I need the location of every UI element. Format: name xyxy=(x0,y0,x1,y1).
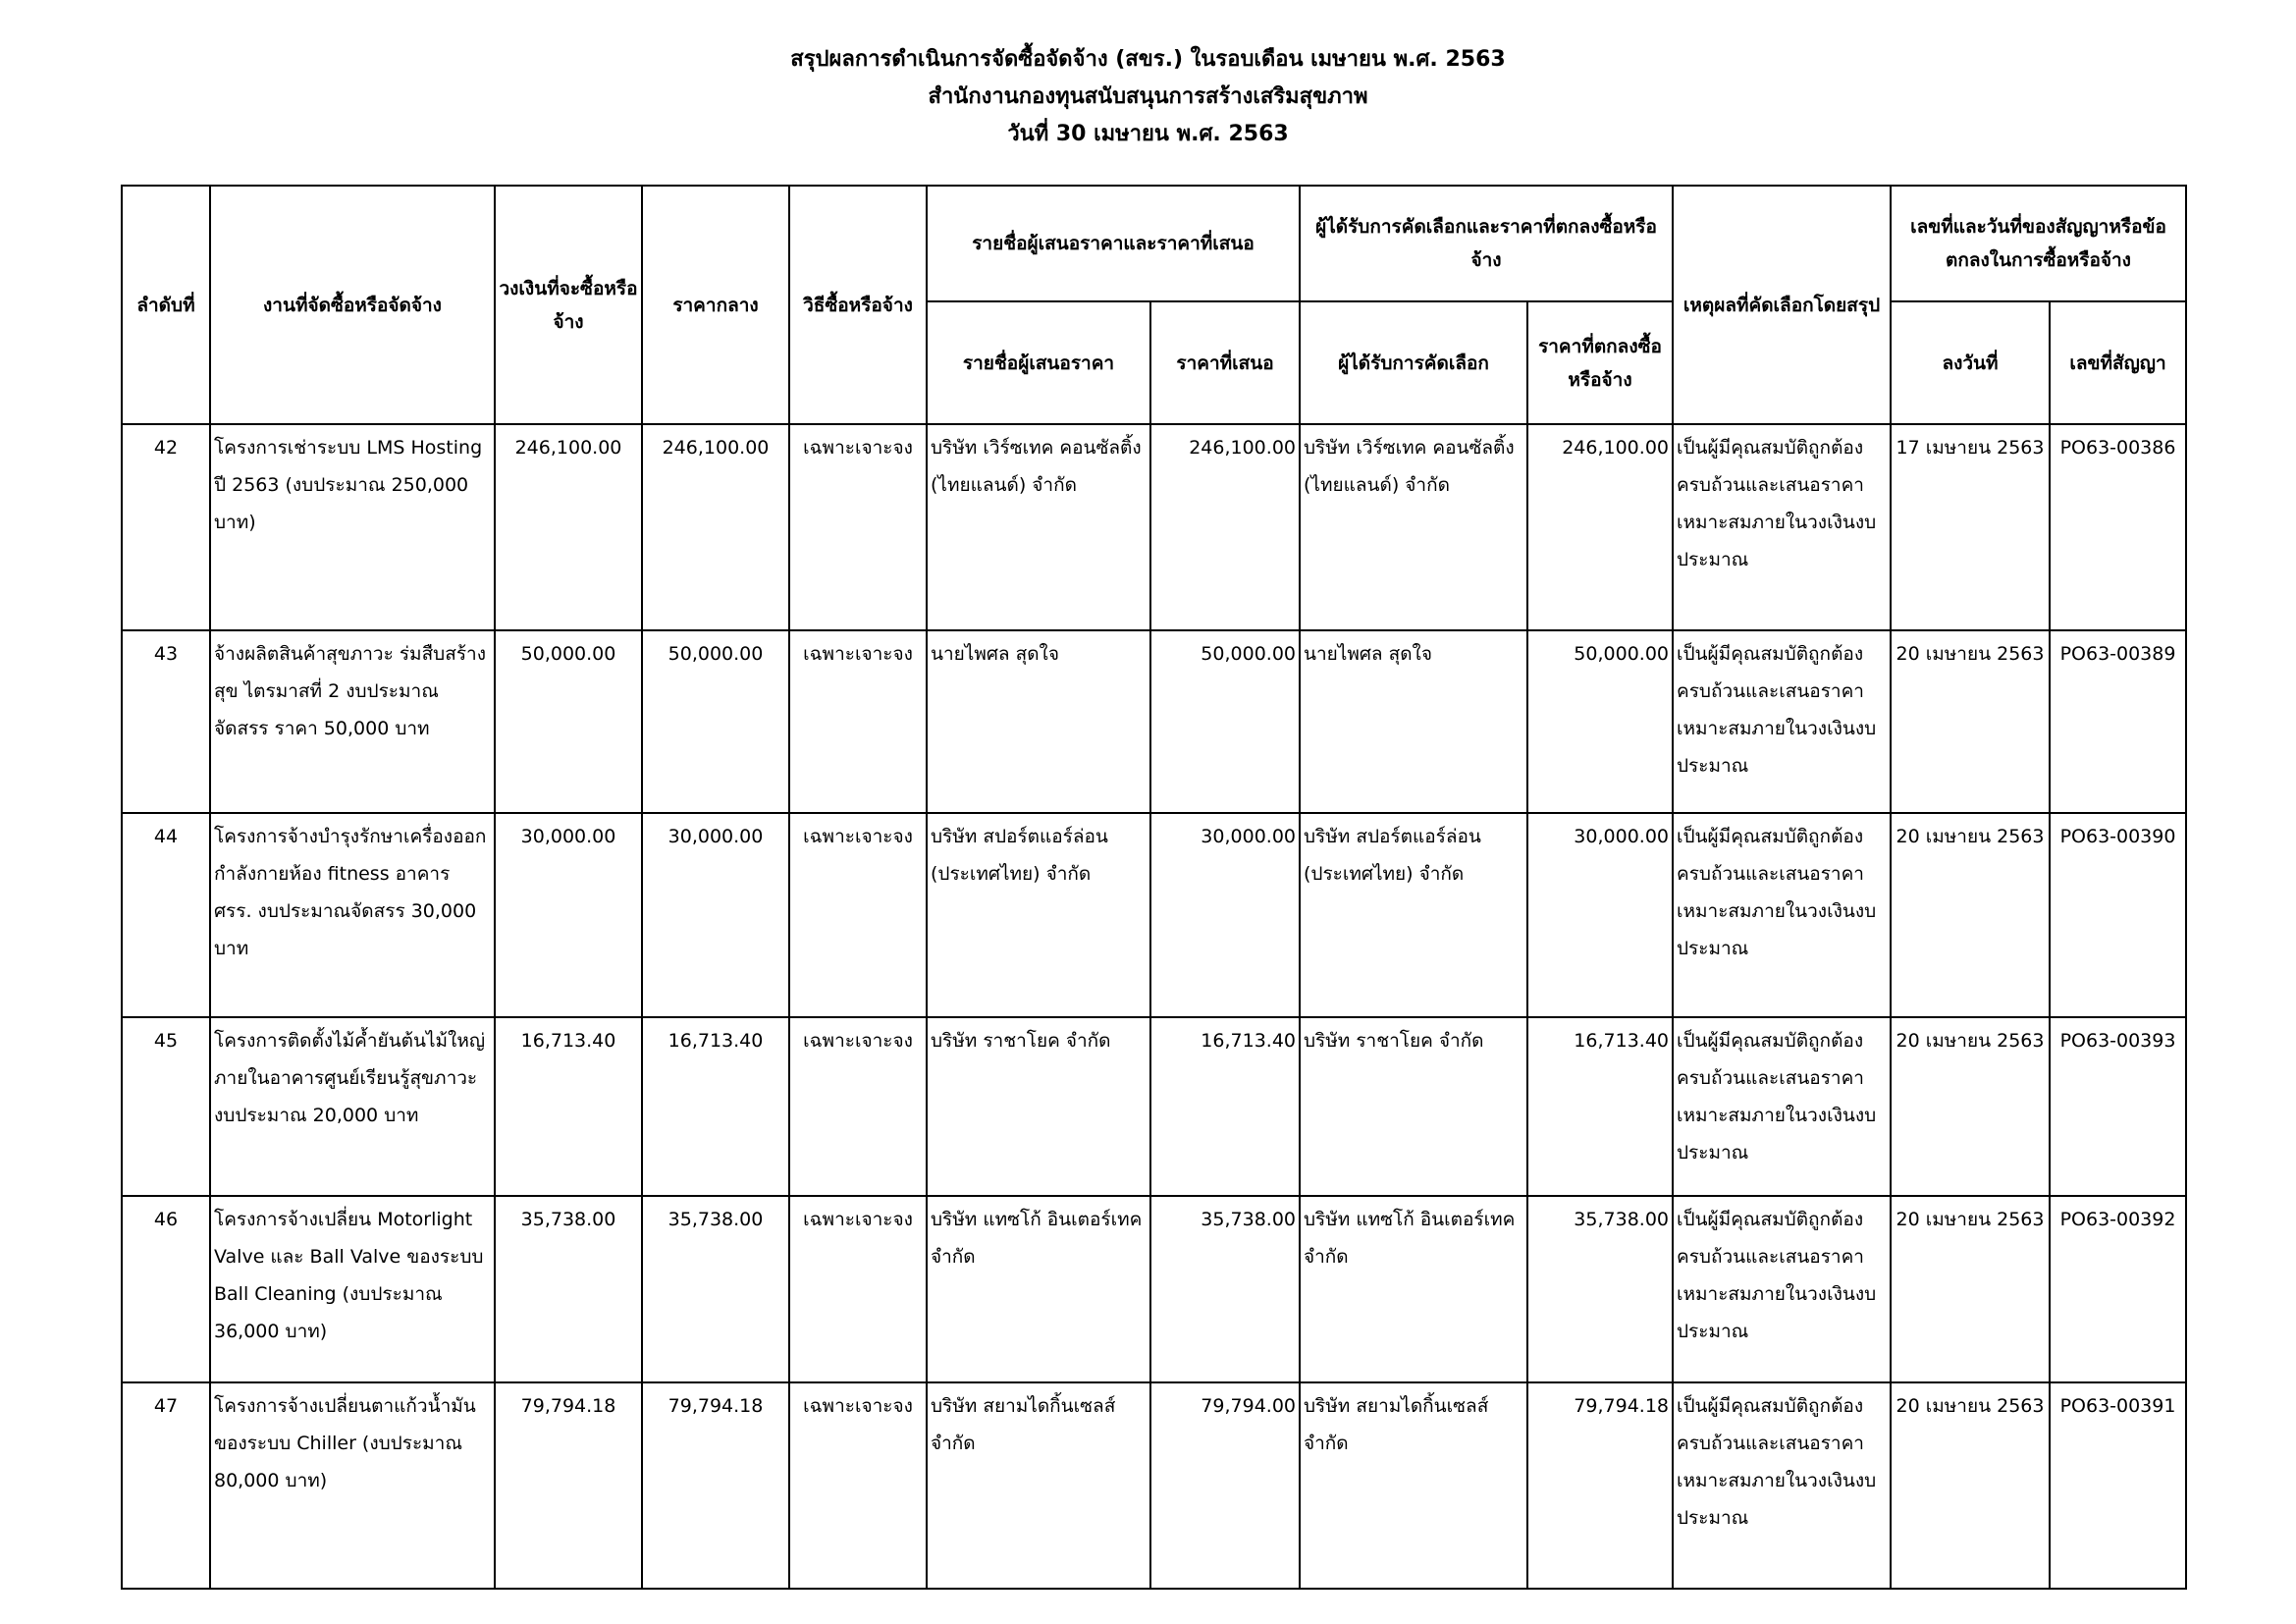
cell-no: 44 xyxy=(122,813,210,1017)
cell-agreed-price: 246,100.00 xyxy=(1527,424,1673,630)
cell-reason: เป็นผู้มีคุณสมบัติถูกต้อง ครบถ้วนและเสนอราคาเหมาะสมภายในวงเงินงบประมาณ xyxy=(1673,630,1891,813)
cell-selected: บริษัท แทซโก้ อินเตอร์เทค จำกัด xyxy=(1300,1196,1527,1382)
cell-bidder: นายไพศล สุดใจ xyxy=(927,630,1150,813)
document-header xyxy=(0,41,2296,153)
cell-bidder: บริษัท เวิร์ซเทค คอนซัลติ้ง (ไทยแลนด์) จำกัด xyxy=(927,424,1150,630)
header-contract-no: เลขที่สัญญา xyxy=(2050,301,2186,424)
cell-bidder: บริษัท ราชาโยค จำกัด xyxy=(927,1017,1150,1196)
cell-reason: เป็นผู้มีคุณสมบัติถูกต้อง ครบถ้วนและเสนอราคาเหมาะสมภายในวงเงินงบประมาณ xyxy=(1673,1196,1891,1382)
header-selected-name: ผู้ได้รับการคัดเลือก xyxy=(1300,301,1527,424)
document-date: วันที่ 30 เมษายน พ.ศ. 2563 xyxy=(1007,122,1289,146)
cell-contract-date: 20 เมษายน 2563 xyxy=(1891,1382,2050,1589)
cell-work: จ้างผลิตสินค้าสุขภาวะ ร่มสืบสร้างสุข ไตรมาสที่ 2 งบประมาณจัดสรร ราคา 50,000 บาท xyxy=(210,630,495,813)
header-reason: เหตุผลที่คัดเลือกโดยสรุป xyxy=(1673,186,1891,424)
header-contract-group: เลขที่และวันที่ของสัญญาหรือข้อตกลงในการซื้อหรือจ้าง xyxy=(1891,186,2186,301)
cell-bidder: บริษัท สยามไดกิ้นเซลส์ จำกัด xyxy=(927,1382,1150,1589)
cell-median-price: 50,000.00 xyxy=(642,630,789,813)
cell-method: เฉพาะเจาะจง xyxy=(789,424,927,630)
cell-method: เฉพาะเจาะจง xyxy=(789,813,927,1017)
cell-selected: บริษัท เวิร์ซเทค คอนซัลติ้ง (ไทยแลนด์) จำกัด xyxy=(1300,424,1527,630)
cell-no: 43 xyxy=(122,630,210,813)
cell-no: 47 xyxy=(122,1382,210,1589)
cell-bid-price: 30,000.00 xyxy=(1150,813,1300,1017)
cell-contract-date: 20 เมษายน 2563 xyxy=(1891,1017,2050,1196)
cell-budget: 16,713.40 xyxy=(495,1017,642,1196)
cell-bid-price: 35,738.00 xyxy=(1150,1196,1300,1382)
header-bidder-name: รายชื่อผู้เสนอราคา xyxy=(927,301,1150,424)
cell-method: เฉพาะเจาะจง xyxy=(789,1017,927,1196)
cell-selected: นายไพศล สุดใจ xyxy=(1300,630,1527,813)
header-median-price: ราคากลาง xyxy=(642,186,789,424)
cell-contract-no: PO63-00392 xyxy=(2050,1196,2186,1382)
cell-bid-price: 16,713.40 xyxy=(1150,1017,1300,1196)
header-work: งานที่จัดซื้อหรือจัดจ้าง xyxy=(210,186,495,424)
header-selected-group: ผู้ได้รับการคัดเลือกและราคาที่ตกลงซื้อหรือจ้าง xyxy=(1300,186,1673,301)
cell-median-price: 246,100.00 xyxy=(642,424,789,630)
cell-contract-date: 20 เมษายน 2563 xyxy=(1891,813,2050,1017)
header-bid-price: ราคาที่เสนอ xyxy=(1150,301,1300,424)
cell-work: โครงการจ้างเปลี่ยน Motorlight Valve และ Ball Valve ของระบบ Ball Cleaning (งบประมาณ 36,000 บาท) xyxy=(210,1196,495,1382)
cell-agreed-price: 16,713.40 xyxy=(1527,1017,1673,1196)
cell-contract-no: PO63-00391 xyxy=(2050,1382,2186,1589)
cell-budget: 35,738.00 xyxy=(495,1196,642,1382)
cell-median-price: 30,000.00 xyxy=(642,813,789,1017)
cell-agreed-price: 79,794.18 xyxy=(1527,1382,1673,1589)
cell-reason: เป็นผู้มีคุณสมบัติถูกต้อง ครบถ้วนและเสนอราคาเหมาะสมภายในวงเงินงบประมาณ xyxy=(1673,424,1891,630)
cell-reason: เป็นผู้มีคุณสมบัติถูกต้อง ครบถ้วนและเสนอราคาเหมาะสมภายในวงเงินงบประมาณ xyxy=(1673,1017,1891,1196)
cell-median-price: 16,713.40 xyxy=(642,1017,789,1196)
cell-budget: 30,000.00 xyxy=(495,813,642,1017)
cell-selected: บริษัท สยามไดกิ้นเซลส์ จำกัด xyxy=(1300,1382,1527,1589)
header-budget: วงเงินที่จะซื้อหรือจ้าง xyxy=(495,186,642,424)
cell-work: โครงการจ้างเปลี่ยนตาแก้วน้ำมันของระบบ Chiller (งบประมาณ 80,000 บาท) xyxy=(210,1382,495,1589)
header-bidders-group: รายชื่อผู้เสนอราคาและราคาที่เสนอ xyxy=(927,186,1300,301)
cell-bid-price: 79,794.00 xyxy=(1150,1382,1300,1589)
cell-bid-price: 246,100.00 xyxy=(1150,424,1300,630)
cell-median-price: 35,738.00 xyxy=(642,1196,789,1382)
cell-budget: 246,100.00 xyxy=(495,424,642,630)
document-title: สรุปผลการดำเนินการจัดซื้อจัดจ้าง (สขร.) ในรอบเดือน เมษายน พ.ศ. 2563 xyxy=(790,47,1506,72)
header-agreed-price: ราคาที่ตกลงซื้อหรือจ้าง xyxy=(1527,301,1673,424)
cell-reason: เป็นผู้มีคุณสมบัติถูกต้อง ครบถ้วนและเสนอราคาเหมาะสมภายในวงเงินงบประมาณ xyxy=(1673,1382,1891,1589)
cell-bidder: บริษัท สปอร์ตแอร์ล่อน (ประเทศไทย) จำกัด xyxy=(927,813,1150,1017)
cell-contract-no: PO63-00389 xyxy=(2050,630,2186,813)
cell-method: เฉพาะเจาะจง xyxy=(789,630,927,813)
cell-contract-date: 20 เมษายน 2563 xyxy=(1891,630,2050,813)
cell-agreed-price: 50,000.00 xyxy=(1527,630,1673,813)
cell-method: เฉพาะเจาะจง xyxy=(789,1382,927,1589)
cell-no: 42 xyxy=(122,424,210,630)
cell-reason: เป็นผู้มีคุณสมบัติถูกต้อง ครบถ้วนและเสนอราคาเหมาะสมภายในวงเงินงบประมาณ xyxy=(1673,813,1891,1017)
cell-no: 46 xyxy=(122,1196,210,1382)
cell-median-price: 79,794.18 xyxy=(642,1382,789,1589)
agency-name: สำนักงานกองทุนสนับสนุนการสร้างเสริมสุขภาพ xyxy=(928,84,1368,109)
table-row xyxy=(122,1017,2186,1196)
cell-work: โครงการเช่าระบบ LMS Hosting ปี 2563 (งบประมาณ 250,000 บาท) xyxy=(210,424,495,630)
cell-agreed-price: 35,738.00 xyxy=(1527,1196,1673,1382)
procurement-table xyxy=(121,185,2187,1590)
cell-contract-no: PO63-00393 xyxy=(2050,1017,2186,1196)
cell-selected: บริษัท สปอร์ตแอร์ล่อน (ประเทศไทย) จำกัด xyxy=(1300,813,1527,1017)
header-contract-date: ลงวันที่ xyxy=(1891,301,2050,424)
cell-contract-date: 17 เมษายน 2563 xyxy=(1891,424,2050,630)
cell-no: 45 xyxy=(122,1017,210,1196)
cell-contract-no: PO63-00386 xyxy=(2050,424,2186,630)
cell-agreed-price: 30,000.00 xyxy=(1527,813,1673,1017)
table-row xyxy=(122,813,2186,1017)
cell-bidder: บริษัท แทซโก้ อินเตอร์เทค จำกัด xyxy=(927,1196,1150,1382)
cell-contract-no: PO63-00390 xyxy=(2050,813,2186,1017)
table-row xyxy=(122,1382,2186,1589)
cell-budget: 79,794.18 xyxy=(495,1382,642,1589)
cell-method: เฉพาะเจาะจง xyxy=(789,1196,927,1382)
cell-contract-date: 20 เมษายน 2563 xyxy=(1891,1196,2050,1382)
cell-work: โครงการติดตั้งไม้ค้ำยันต้นไม้ใหญ่ภายในอาคารศูนย์เรียนรู้สุขภาวะ งบประมาณ 20,000 บาท xyxy=(210,1017,495,1196)
header-row-top xyxy=(122,186,2186,301)
table-row xyxy=(122,630,2186,813)
table-row xyxy=(122,1196,2186,1382)
header-no: ลำดับที่ xyxy=(122,186,210,424)
header-method: วิธีซื้อหรือจ้าง xyxy=(789,186,927,424)
cell-selected: บริษัท ราชาโยค จำกัด xyxy=(1300,1017,1527,1196)
cell-work: โครงการจ้างบำรุงรักษาเครื่องออกกำลังกายห้อง fitness อาคาร ศรร. งบประมาณจัดสรร 30,000 บาท xyxy=(210,813,495,1017)
table-row xyxy=(122,424,2186,630)
cell-bid-price: 50,000.00 xyxy=(1150,630,1300,813)
cell-budget: 50,000.00 xyxy=(495,630,642,813)
